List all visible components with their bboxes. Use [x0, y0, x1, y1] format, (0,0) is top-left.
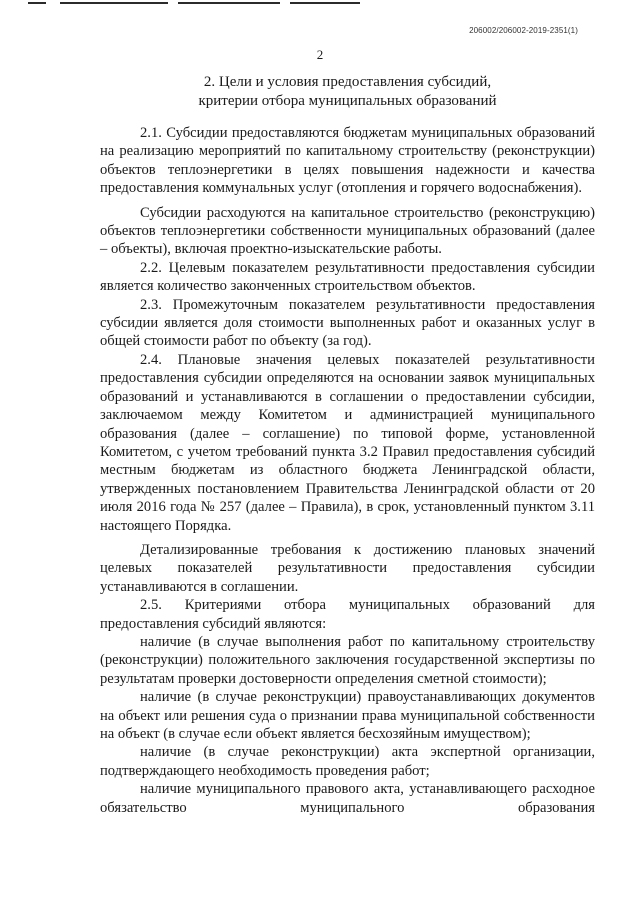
- paragraph-2-4: 2.4. Плановые значения целевых показателей результативности предоставления субсидии определяются на основании заявок муниципальных образований и устанавливаются в соглашении о предоставлении субсидии, заключаемом между Комитетом и администрацией муниципального образования (далее – соглашение) по типовой форме, установленной Комитетом, с учетом требований пункта 3.2 Правил предоставления субсидий местным бюджетам из областного бюджета Ленинградской области, утвержденных постановлением Правительства Ленинградской области от 20 июля 2016 года № 257 (далее – Правила), в срок, установленный пунктом 3.11 настоящего Порядка.: [100, 351, 595, 534]
- scan-edge-mark: [28, 2, 46, 4]
- paragraph-detailed-requirements: Детализированные требования к достижению плановых значений целевых показателей результативности предоставления субсидии устанавливаются в соглашении.: [100, 541, 595, 595]
- section-heading-line-1: 2. Цели и условия предоставления субсидий,: [203, 74, 492, 90]
- criterion-municipal-act: наличие муниципального правового акта, устанавливающего расходное обязательство муниципального образования: [100, 781, 595, 816]
- section-heading: [100, 73, 595, 111]
- scan-edge-mark: [290, 2, 360, 4]
- document-id: 206002/206002-2019-2351(1): [469, 26, 578, 35]
- criterion-state-expertise: наличие (в случае выполнения работ по капитальному строительству (реконструкции) положительного заключения государственной экспертизы по результатам проверки достоверности определения сметной стоимости);: [100, 633, 595, 687]
- document-body: [100, 124, 595, 817]
- paragraph-2-5: 2.5. Критериями отбора муниципальных образований для предоставления субсидий являются:: [100, 597, 595, 632]
- paragraph-2-3: 2.3. Промежуточным показателем результативности предоставления субсидии является доля стоимости выполненных работ и оказанных услуг в общей стоимости работ по объекту (за год).: [100, 296, 595, 350]
- scan-edge-mark: [60, 2, 168, 4]
- scan-top-edge: [0, 0, 640, 6]
- criterion-title-documents: наличие (в случае реконструкции) правоустанавливающих документов на объект или решения суда о признании права муниципальной собственности на объект (в случае если объект является бесхозяйным имуществом);: [100, 689, 595, 742]
- page-number: 2: [316, 47, 324, 62]
- criterion-expert-act: наличие (в случае реконструкции) акта экспертной организации, подтверждающего необходимость проведения работ;: [100, 744, 595, 779]
- paragraph-2-1: 2.1. Субсидии предоставляются бюджетам муниципальных образований на реализацию мероприятий по капитальному строительству (реконструкции) объектов теплоэнергетики в целях повышения надежности и качества предоставления коммунальных услуг (отопления и горячего водоснабжения).: [100, 125, 595, 197]
- section-heading-line-2: критерии отбора муниципальных образований: [198, 93, 497, 109]
- paragraph-subsidy-spending: Субсидии расходуются на капитальное строительство (реконструкцию) объектов теплоэнергетики собственности муниципальных образований (далее – объекты), включая проектно-изыскательские работы.: [100, 204, 595, 258]
- scan-edge-mark: [178, 2, 280, 4]
- paragraph-2-2: 2.2. Целевым показателем результативности предоставления субсидии является количество законченных строительством объектов.: [100, 259, 595, 295]
